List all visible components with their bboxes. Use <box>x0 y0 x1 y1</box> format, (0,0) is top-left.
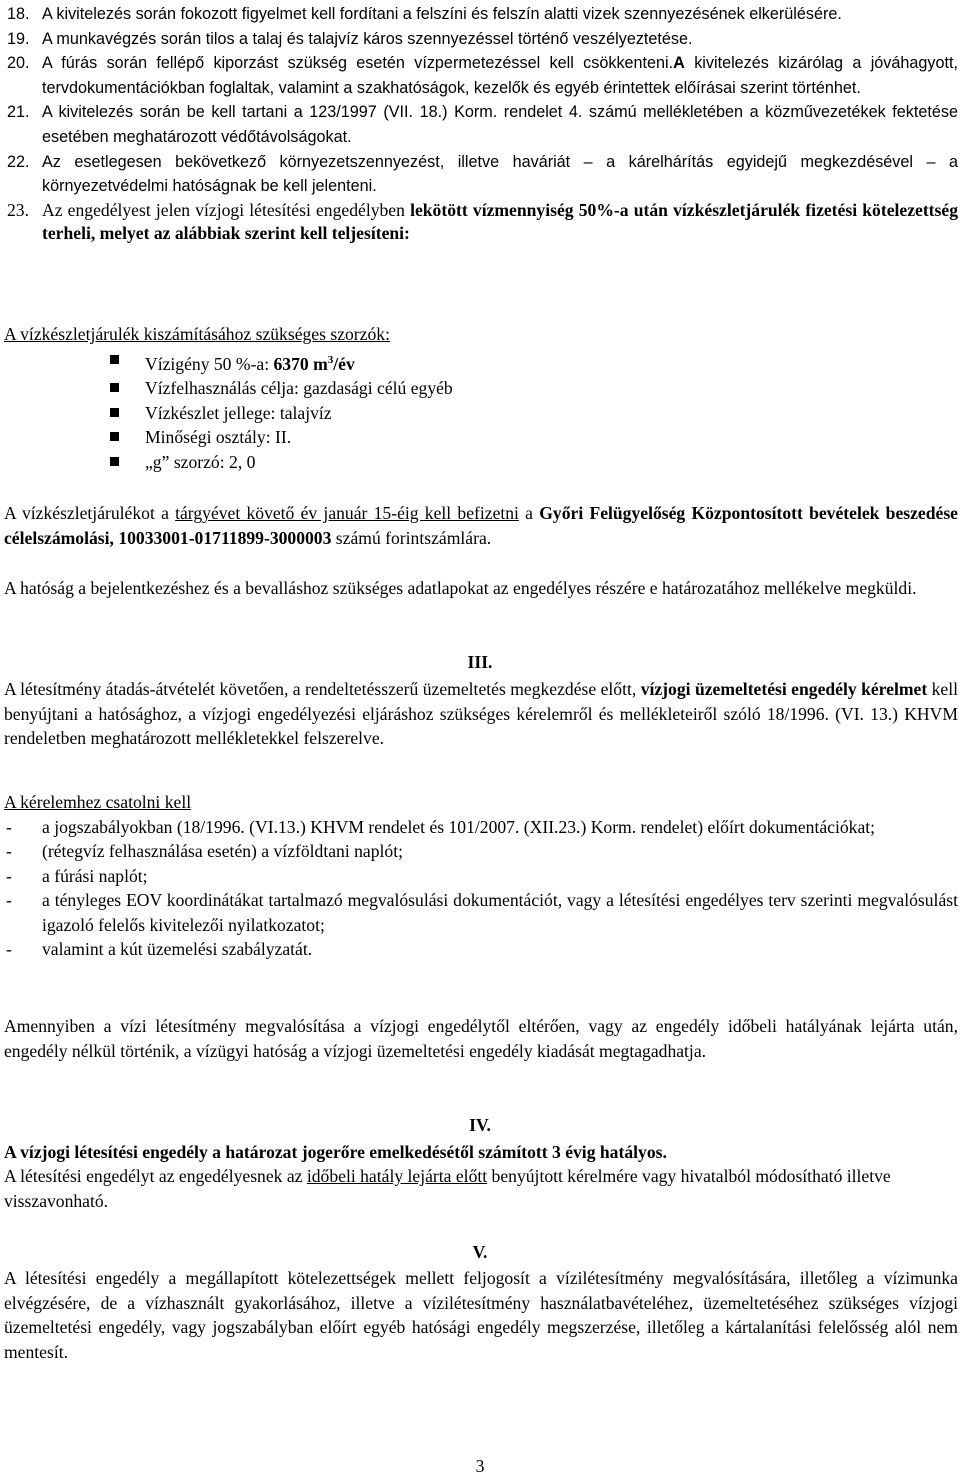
section-heading-v: V. <box>472 1242 488 1262</box>
multiplier-item <box>110 376 453 401</box>
page-number: 3 <box>475 1456 485 1476</box>
condition-item-20 <box>4 51 958 100</box>
attachment-item <box>4 815 958 839</box>
item-text-bold: lekötött vízmennyiség 50%-a után vízkészletjárulék fizetési kötelezettség terheli, melyet az alábbiak szerint kell teljesíteni: <box>42 199 958 244</box>
paragraph-text: kell benyújtani a hatósághoz, a vízjogi engedélyezési eljáráshoz szükséges kérelemről és mellékleteiről szóló 18/1996. (VI. 13.) KHVM rendeletben meghatározott mellékletekkel felszerelve. <box>4 679 958 749</box>
item-number: 21. <box>7 103 30 122</box>
multiplier-text: Vízfelhasználás célja: gazdasági célú egyéb <box>145 378 453 399</box>
square-bullet-icon <box>110 457 119 466</box>
payment-text: a <box>518 503 540 523</box>
multipliers-list <box>110 348 453 474</box>
payment-account: Győri Felügyelőség Központosított bevételek beszedése célelszámolási, 10033001-01711899-3000003 <box>4 503 958 548</box>
dash-bullet: - <box>6 817 12 837</box>
multiplier-item <box>110 450 453 475</box>
attachment-text: (rétegvíz felhasználása esetén) a vízföldtani naplót; <box>42 841 403 862</box>
item-text: A kivitelezés során be kell tartani a 123/1997 (VII. 18.) Korm. rendelet 4. számú mellékletében a közművezetékek fektetése esetében meghatározott védőtávolságokat. <box>42 103 958 146</box>
operating-permit-paragraph <box>4 677 958 751</box>
multiplier-item <box>110 425 453 450</box>
paragraph-text: A létesítmény átadás-átvételét követően, a rendeltetésszerű üzemeltetés megkezdése előtt, <box>4 679 641 699</box>
refusal-paragraph: Amennyiben a vízi létesítmény megvalósítása a vízjogi engedélytől eltérően, vagy az engedély időbeli hatályának lejárta után, engedély nélkül történik, a vízügyi hatóság a vízjogi üzemeltetési engedély kiadását megtagadhatja. <box>4 1016 958 1061</box>
dash-bullet: - <box>6 890 12 911</box>
condition-item-19 <box>4 27 958 52</box>
item-text: kivitelezés kizárólag a jóváhagyott, tervdokumentációkban foglaltak, valamint a szakhatóságok, kezelők és egyéb érintettek előírásai szerint történhet. <box>42 54 958 97</box>
paragraph-text: A létesítési engedélyt az engedélyesnek az <box>4 1166 307 1186</box>
dash-bullet: - <box>6 939 12 960</box>
condition-item-23 <box>4 199 958 246</box>
item-text: Az esetlegesen bekövetkező környezetszennyezést, illetve haváriát – a kárelhárítás egyidejű megkezdésével – a környezetvédelmi hatóságnak be kell jelenteni. <box>42 152 958 196</box>
item-number: 18. <box>7 5 30 23</box>
attachments-heading: A kérelemhez csatolni kell <box>4 792 192 812</box>
attachment-item <box>4 839 958 863</box>
numbered-conditions-list <box>4 2 958 246</box>
validity-statement: A vízjogi létesítési engedély a határozat jogerőre emelkedésétől számított 3 évig hatályos. <box>4 1142 667 1162</box>
dash-bullet: - <box>6 841 12 862</box>
attachment-item <box>4 864 958 888</box>
section-heading-iii: III. <box>467 652 493 672</box>
condition-item-18 <box>4 2 958 27</box>
item-number: 20. <box>7 54 30 73</box>
item-text: A kivitelezés során fokozott figyelmet kell fordítani a felszíni és felszín alatti vizek szennyezésének elkerülésére. <box>42 5 842 23</box>
multiplier-unit: /év <box>333 353 355 374</box>
item-number: 23. <box>7 199 29 220</box>
attachment-text: a tényleges EOV koordinátákat tartalmazó megvalósulási dokumentációt, vagy a létesítési engedélyes terv szerinti megvalósulást igazoló felelős kivitelezői nyilatkozatot; <box>42 890 958 935</box>
square-bullet-icon <box>110 383 119 392</box>
payment-text: A vízkészletjárulékot a <box>4 503 176 523</box>
multiplier-value: 6370 m <box>273 353 328 374</box>
multiplier-text: Vízkészlet jellege: talajvíz <box>145 402 332 423</box>
multiplier-item <box>110 348 453 376</box>
payment-deadline: tárgyévet követő év január 15-éig kell befizetni <box>175 503 519 523</box>
entitlement-paragraph: A létesítési engedély a megállapított kötelezettségek mellett feljogosít a vízilétesítmény megvalósítására, illetőleg a vízimunka elvégzésére, de a vízhasznált gyakorlásához, illetve a vízilétesítmény használatbavételéhez, üzemeltetéséhez szükséges vízjogi üzemeltetési engedély, vagy jogszabályban előírt egyéb hatósági engedély megszerzése, illetőleg a kártalanítási felelősség alól nem mentesít. <box>4 1268 958 1362</box>
dash-bullet: - <box>6 865 12 886</box>
attachment-text: valamint a kút üzemelési szabályzatát. <box>42 939 313 960</box>
multiplier-sup: 3 <box>327 354 334 366</box>
data-sheet-paragraph: A hatóság a bejelentkezéshez és a bevalláshoz szükséges adatlapokat az engedélyes részére e határozatához mellékelve megküldi. <box>4 578 917 598</box>
multipliers-heading: A vízkészletjárulék kiszámításához szükséges szorzók: <box>4 324 390 344</box>
square-bullet-icon <box>110 408 119 417</box>
item-number: 22. <box>7 152 30 171</box>
attachment-text: a jogszabályokban (18/1996. (VI.13.) KHVM rendelet és 101/2007. (XII.23.) Korm. rendelet) előírt dokumentációkat; <box>42 817 876 837</box>
square-bullet-icon <box>110 355 119 364</box>
item-text: A fúrás során fellépő kiporzást szükség esetén vízpermetezéssel kell csökkenteni. <box>42 54 674 73</box>
condition-item-22 <box>4 150 958 199</box>
modification-paragraph <box>4 1164 958 1213</box>
multiplier-item <box>110 401 453 426</box>
item-text: Az engedélyest jelen vízjogi létesítési engedélyben <box>42 199 411 220</box>
paragraph-text: benyújtott kérelmére vagy hivatalból módosítható illetve visszavonható. <box>4 1166 891 1211</box>
multiplier-label: Vízigény 50 %-a: <box>145 353 274 374</box>
paragraph-underlined: időbeli hatály lejárta előtt <box>306 1166 488 1186</box>
square-bullet-icon <box>110 432 119 441</box>
attachment-item <box>4 937 958 961</box>
item-text: A munkavégzés során tilos a talaj és talajvíz káros szennyezéssel történő veszélyeztetése. <box>42 29 693 48</box>
item-number: 19. <box>7 29 30 48</box>
multiplier-text: Minőségi osztály: II. <box>145 427 292 448</box>
attachments-list <box>4 815 958 961</box>
condition-item-21 <box>4 100 958 149</box>
payment-paragraph <box>4 501 958 550</box>
attachment-item <box>4 888 958 937</box>
payment-text: számú forintszámlára. <box>331 527 492 548</box>
item-text-bold-initial: A <box>673 54 685 73</box>
section-heading-iv: IV. <box>469 1115 491 1135</box>
paragraph-bold: vízjogi üzemeltetési engedély kérelmet <box>640 679 928 699</box>
multiplier-text: „g” szorzó: 2, 0 <box>145 451 256 472</box>
attachment-text: a fúrási naplót; <box>42 865 148 886</box>
